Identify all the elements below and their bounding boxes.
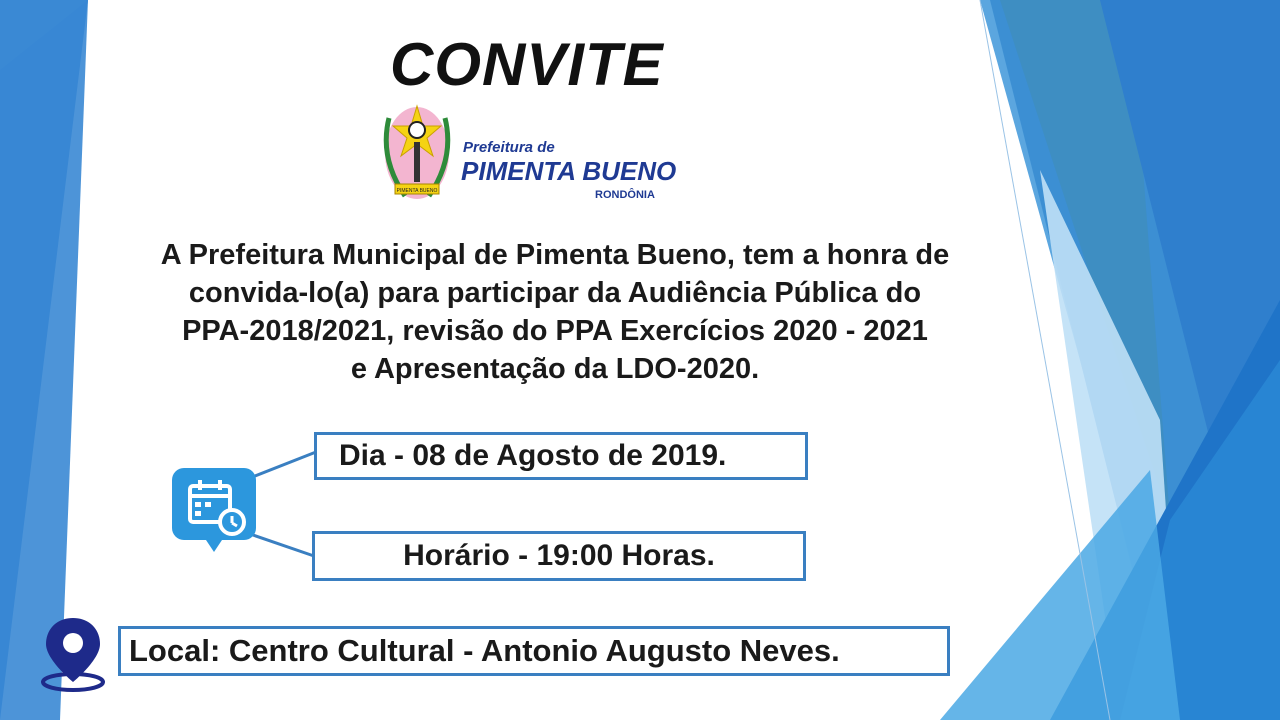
location-pin-icon [38, 614, 108, 692]
calendar-clock-icon [170, 466, 260, 556]
event-time: Horário - 19:00 Horas. [403, 539, 715, 572]
invitation-line: convida-lo(a) para participar da Audiência Pública do [188, 277, 922, 309]
logo-line2: PIMENTA BUENO [461, 156, 677, 186]
logo-line1: Prefeitura de [463, 139, 555, 156]
prefeitura-logo [375, 98, 695, 208]
logo-seal-text: PIMENTA BUENO [396, 188, 438, 194]
invitation-text [40, 236, 1070, 388]
page-title: CONVITE [390, 31, 664, 98]
invitation-line: e Apresentação da LDO-2020. [350, 353, 760, 385]
logo-line3: RONDÔNIA [595, 189, 655, 201]
event-date-box [314, 432, 808, 480]
event-location-box [118, 626, 950, 676]
event-date: Dia - 08 de Agosto de 2019. [339, 439, 727, 472]
event-time-box [312, 531, 806, 581]
invitation-line: PPA-2018/2021, revisão do PPA Exercícios 2020 - 2021 [182, 315, 928, 347]
invitation-line: A Prefeitura Municipal de Pimenta Bueno, tem a honra de [160, 239, 950, 271]
event-location: Local: Centro Cultural - Antonio Augusto Neves. [129, 633, 840, 668]
